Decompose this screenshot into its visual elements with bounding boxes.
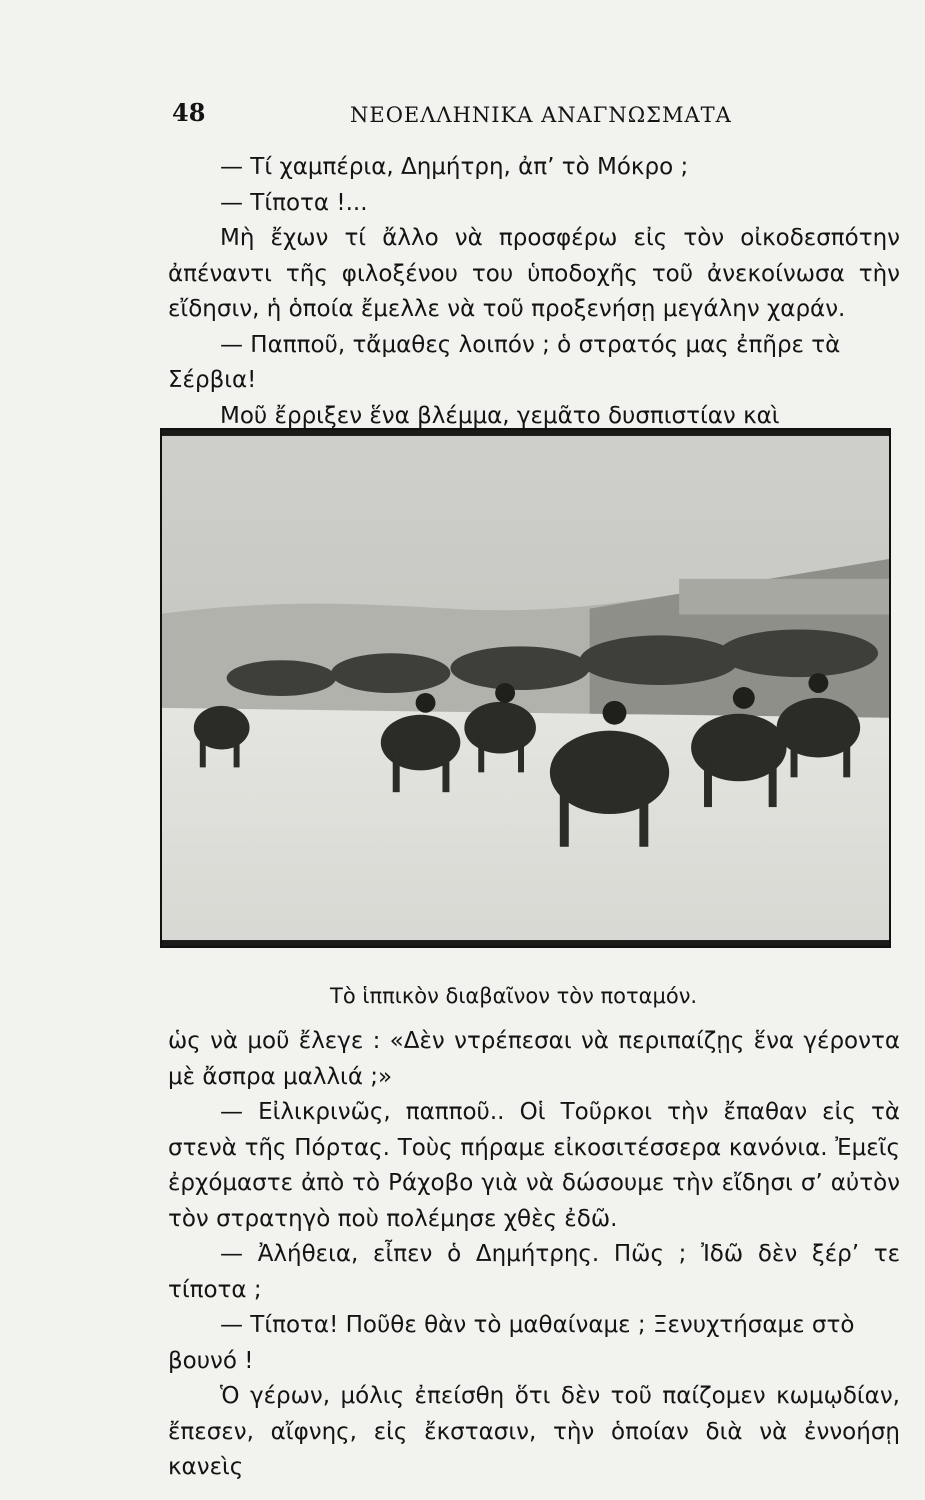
- dialogue-line: — Τίποτα! Ποῦθε θὰν τὸ μαθαίναμε ; Ξενυχτήσαμε στὸ βουνό !: [168, 1312, 855, 1374]
- dialogue-line: — Τίποτα !...: [220, 189, 368, 216]
- dialogue-line: — Τί χαμπέρια, Δημήτρη, ἀπ’ τὸ Μόκρο ;: [220, 154, 689, 180]
- dialogue-paragraph: — Ἀλήθεια, εἶπεν ὁ Δημήτρης. Πῶς ; Ἰδῶ δὲν ξέρ’ τε τίποτα ;: [168, 1241, 900, 1303]
- bottom-text-block: [168, 1024, 900, 1486]
- figure-caption: Τὸ ἱππικὸν διαβαῖνον τὸν ποταμόν.: [330, 984, 698, 1008]
- paragraph: Ὁ γέρων, μόλις ἐπείσθη ὅτι δὲν τοῦ παίζομεν κωμῳδίαν, ἔπεσεν, αἴφνης, εἰς ἔκστασιν, τὴν ὁποίαν διὰ νὰ ἐννοήσῃ κανεὶς: [168, 1383, 900, 1480]
- running-title: ΝΕΟΕΛΛΗΝΙΚΑ ΑΝΑΓΝΩΣΜΑΤΑ: [350, 103, 732, 127]
- dialogue-paragraph: — Εἰλικρινῶς, παπποῦ.. Οἱ Τοῦρκοι τὴν ἔπαθαν εἰς τὰ στενὰ τῆς Πόρτας. Τοὺς πήραμε εἰκοσιτέσσερα κανόνια. Ἐμεῖς ἐρχόμαστε ἀπὸ τὸ Ράχοβο γιὰ νὰ δώσουμε τὴν εἴδησι σ’ αὐτὸν τὸν στρατηγὸ ποὺ πολέμησε χθὲς ἐδῶ.: [168, 1099, 900, 1232]
- dialogue-line: — Παπποῦ, τἄμαθες λοιπόν ; ὁ στρατός μας ἐπῆρε τὰ Σέρβια!: [168, 331, 841, 393]
- page-number: 48: [172, 98, 206, 127]
- paragraph: Μοῦ ἔρριξεν ἕνα βλέμμα, γεμᾶτο δυσπιστίαν καὶ: [220, 402, 780, 429]
- photo-illustration: [162, 430, 889, 946]
- paragraph: ὡς νὰ μοῦ ἔλεγε : «Δὲν ντρέπεσαι νὰ περιπαίζῃς ἕνα γέροντα μὲ ἄσπρα μαλλιά ;»: [168, 1028, 900, 1090]
- top-text-block: [168, 150, 900, 470]
- cavalry-photograph: [160, 428, 891, 948]
- paragraph: Μὴ ἔχων τί ἄλλο νὰ προσφέρω εἰς τὸν οἰκοδεσπότην ἀπέναντι τῆς φιλοξένου του ὑποδοχῆς τοῦ ἀνεκοίνωσα τὴν εἴδησιν, ἡ ὁποία ἔμελλε νὰ τοῦ προξενήσῃ μεγάλην χαράν.: [168, 225, 900, 322]
